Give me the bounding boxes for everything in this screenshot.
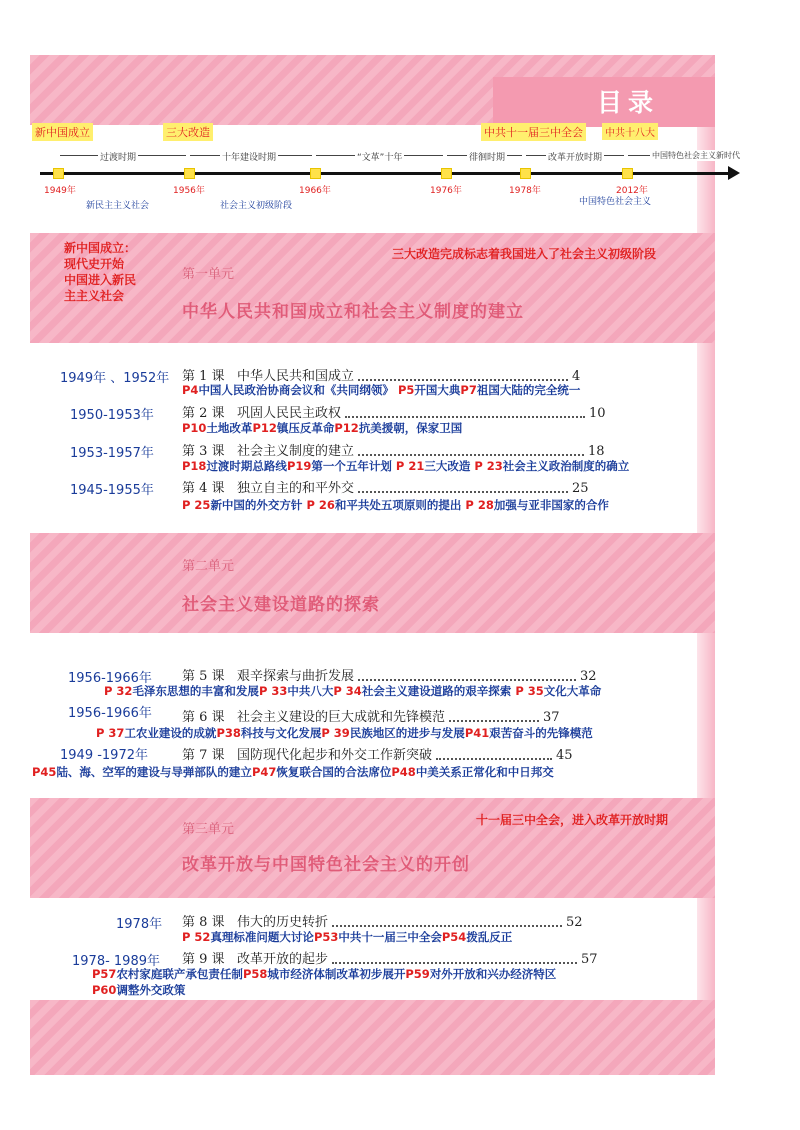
year-1956: 1956年	[173, 186, 205, 196]
lesson-4-page: 25	[571, 481, 589, 496]
lesson-5-title[interactable]: 艰辛探索与曲折发展	[236, 669, 354, 684]
year-1978: 1978年	[509, 186, 541, 196]
timeline-label-third-plenum: 中共十一届三中全会	[481, 123, 586, 141]
era-chinese-socialism: 中国特色社会主义	[579, 197, 652, 207]
lesson-7-topics: P45陆、海、空军的建设与导弹部队的建立P47恢复联合国的合法席位P48中美关系正常化和中日邦交	[32, 765, 554, 779]
lesson-3-topics: P18过渡时期总路线P19第一个五年计划 P 21三大改造 P 23社会主义政治制度的确立	[182, 459, 630, 473]
lesson-2-page: 10	[588, 406, 606, 421]
unit-3-title: 改革开放与中国特色社会主义的开创	[182, 855, 470, 875]
unit-3-top-note: 十一届三中全会，进入改革开放时期	[476, 813, 669, 827]
unit-1-side-note: 新中国成立： 现代史开始 中国进入新民 主主义社会	[64, 241, 137, 303]
lesson-2-topics: P10土地改革P12镇压反革命P12抗美援朝，保家卫国	[182, 421, 463, 435]
lesson-9-topics: P57农村家庭联产承包责任制P58城市经济体制改革初步展开P59对外开放和兴办经济特区	[92, 967, 557, 981]
lesson-8-topics: P 52真理标准问题大讨论P53中共十一届三中全会P54拨乱反正	[182, 930, 513, 944]
lesson-9-topics-cont: P60调整外交政策	[92, 983, 186, 997]
timeline-label-18th-congress: 中共十八大	[602, 123, 658, 140]
timeline-label-founding: 新中国成立	[32, 123, 93, 141]
era-new-democracy: 新民主主义社会	[86, 201, 150, 211]
era-primary-stage: 社会主义初级阶段	[220, 201, 293, 211]
year-marker	[184, 168, 195, 179]
year-1966: 1966年	[299, 186, 331, 196]
lesson-1-page: 4	[571, 369, 581, 384]
lesson-4-title[interactable]: 独立自主的和平外交	[236, 481, 354, 496]
lesson-9-title[interactable]: 改革开放的起步	[236, 952, 328, 967]
period-transition: 过渡时期	[98, 150, 138, 163]
unit-1-number: 第一单元	[182, 267, 235, 282]
period-wandering: 徘徊时期	[467, 150, 507, 163]
lesson-8-page: 52	[565, 915, 583, 930]
unit-2-title: 社会主义建设道路的探索	[182, 595, 380, 615]
period-reform-opening: 改革开放时期	[546, 150, 604, 163]
lesson-5-topics: P 32毛泽东思想的丰富和发展P 33中共八大P 34社会主义建设道路的艰辛探索 P 35文化大革命	[104, 684, 602, 698]
lesson-7-title[interactable]: 国防现代化起步和外交工作新突破	[236, 748, 432, 763]
lesson-5-page: 32	[579, 669, 597, 684]
year-marker	[53, 168, 64, 179]
page-title: 目录	[597, 88, 660, 117]
lesson-6-title[interactable]: 社会主义建设的巨大成就和先锋模范	[236, 710, 445, 725]
lesson-3-page: 18	[587, 444, 605, 459]
lesson-2-title[interactable]: 巩固人民民主政权	[236, 406, 341, 421]
lesson-6-page: 37	[542, 710, 560, 725]
period-cultural-revolution: “文革”十年	[355, 150, 404, 163]
lesson-9-page: 57	[580, 952, 598, 967]
period-new-era: 中国特色社会主义新时代	[652, 151, 740, 160]
unit-2-banner	[30, 533, 715, 633]
lesson-4-topics: P 25新中国的外交方针 P 26和平共处五项原则的提出 P 28加强与亚非国家的合作	[182, 498, 609, 512]
footer-band	[30, 1000, 715, 1075]
year-marker	[441, 168, 452, 179]
timeline-arrow-icon	[728, 166, 740, 180]
unit-1-top-note: 三大改造完成标志着我国进入了社会主义初级阶段	[392, 247, 657, 261]
year-marker	[310, 168, 321, 179]
unit-1-title: 中华人民共和国成立和社会主义制度的建立	[182, 302, 524, 322]
unit-2-number: 第二单元	[182, 559, 235, 574]
lesson-8-title[interactable]: 伟大的历史转折	[236, 915, 328, 930]
lesson-1-topics: P4中国人民政治协商会议和《共同纲领》 P5开国大典P7祖国大陆的完全统一	[182, 383, 581, 397]
year-1976: 1976年	[430, 186, 462, 196]
toc-page: 目录 新中国成立 三大改造 中共十一届三中全会 中共十八大 过渡时期 十年建设时期 “文革”十年 徘徊时期 改革开放时期 中国特色社会主义新时代 1949年 1956年 1966年 1976年 1978年 2012年 新民主主义社会 社会主义初级阶段 中国特色社会主义 新中国成立： 现代史开始 中国进入新民 主主义社会 三大改造完成标志着我国进入了社会主义初级阶段 第一单元 中华人民共和国成立和社会主义制度的建立 1949年 、1952年 第 1 课 中华人民共和国成立 4 P4中国人民政治协商会议和《共同纲领》 P5开国大典P7祖国大陆的完全统一 1950-1953年 第 2 课 巩固人民民主政权 10 P10土地改革P12镇压反革命P12抗美援朝，保家卫国 1953-1957年 第 3 课 社会主义制度的建立 18 P18过渡时期总路线P19第一个五年计划 P 21三大改造 P 23社会主义政治制度的确立 1945-1955年 第 4 课 独立自主的和平外交 25 P 25新中国的外交方针 P 26和平共处五项原则的提出 P 28加强与亚非国家的合作 第二单元 社会主义建设道路的探索 1956-1966年 第 5 课 艰辛探索与曲折发展 32 P 32毛泽东思想的丰富和发展P 33中共八大P 34社会主义建设道路的艰辛探索 P 35文化大革命 1956-1966年 第 6 课 社会主义建设的巨大成就和先锋模范 37 P 37工农业建设的成就P38科技与文化发展P 39民族地区的进步与发展P41艰苦奋斗的先锋模范 1949 -1972年 第 7 课 国防现代化起步和外交工作新突破 45 P45陆、海、空军的建设与导弹部队的建立P47恢复联合国的合法席位P48中美关系正常化和中日邦交 十一届三中全会，进入改革开放时期 第三单元 改革开放与中国特色社会主义的开创 1978年 第 8 课 伟大的历史转折 52 P 52真理标准问题大讨论P53中共十一届三中全会P54拨乱反正 1978- 1989年 第 9 课 改革开放的起步 57 P57农村家庭联产承包责任制P58城市经济体制改革初步展开P59对外开放和兴办经济特区 P60调整外交政策	[30, 55, 715, 1075]
lesson-7-page: 45	[555, 748, 573, 763]
lesson-3-title[interactable]: 社会主义制度的建立	[236, 444, 354, 459]
period-ten-year-construction: 十年建设时期	[220, 150, 278, 163]
year-1949: 1949年	[44, 186, 76, 196]
unit-3-number: 第三单元	[182, 822, 235, 837]
timeline-label-three-transformations: 三大改造	[163, 123, 213, 141]
lesson-1-title[interactable]: 中华人民共和国成立	[236, 369, 354, 384]
year-2012: 2012年	[616, 186, 648, 196]
year-marker	[622, 168, 633, 179]
lesson-6-topics: P 37工农业建设的成就P38科技与文化发展P 39民族地区的进步与发展P41艰苦奋斗的先锋模范	[96, 726, 593, 740]
year-marker	[520, 168, 531, 179]
